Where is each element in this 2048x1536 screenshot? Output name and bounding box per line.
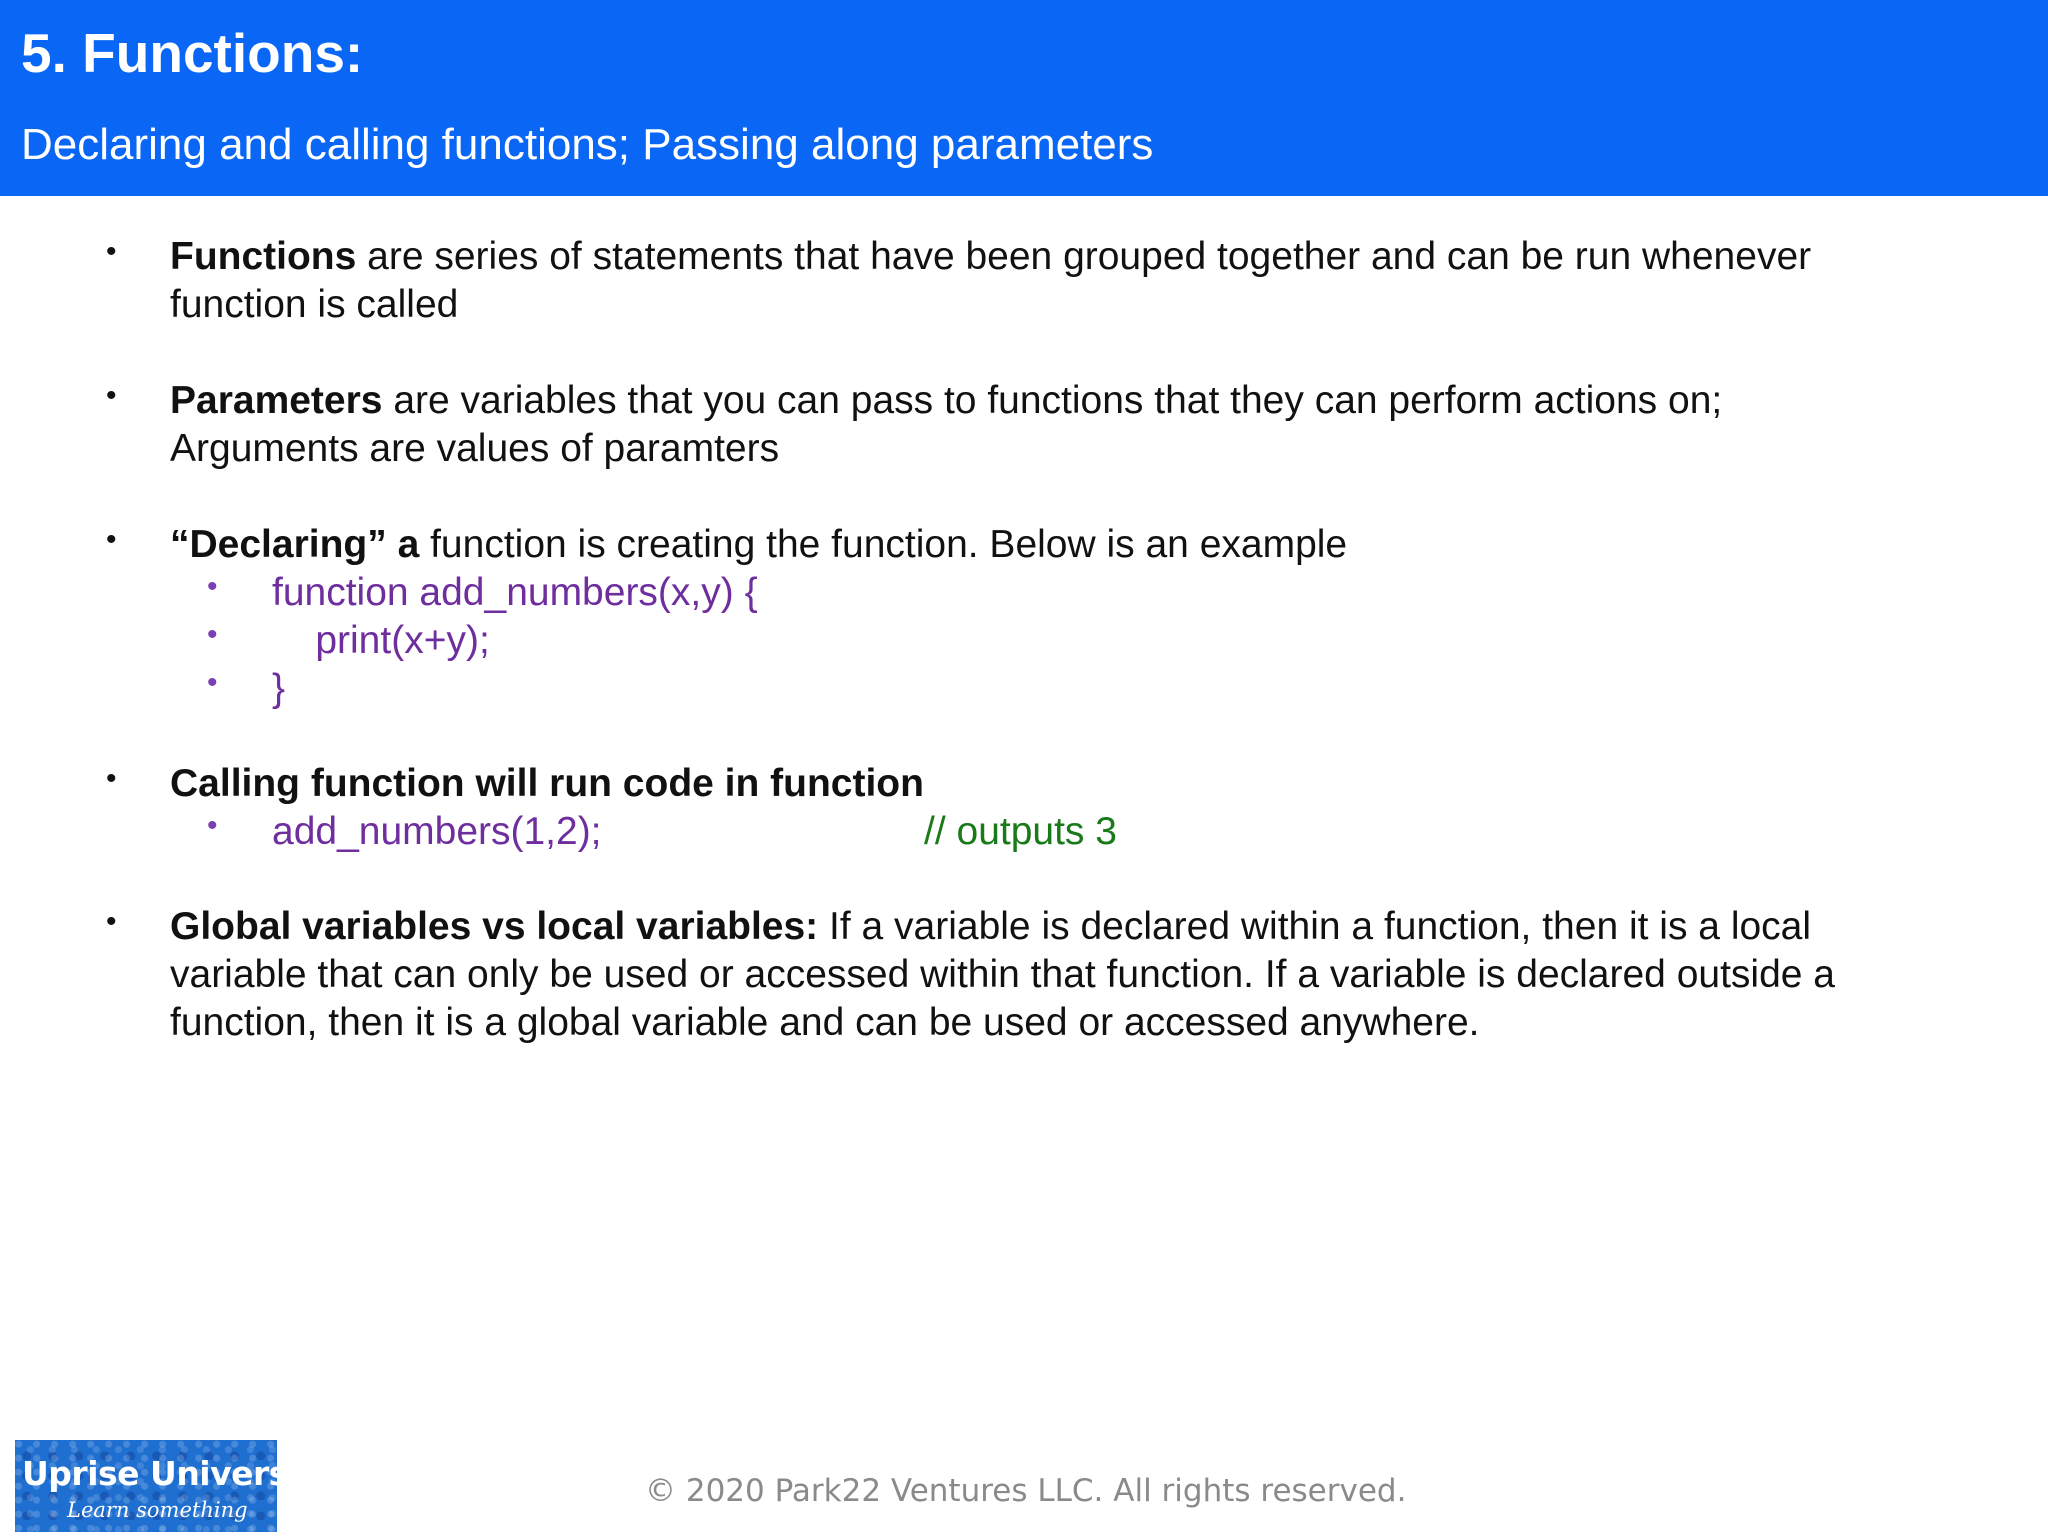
bullet-scope <box>170 903 1890 1047</box>
copyright-footer: © 2020 Park22 Ventures LLC. All rights reserved. <box>645 1473 1407 1509</box>
bullet-marker: • <box>106 235 117 268</box>
bullet-bold: Functions <box>170 235 357 278</box>
code-line: add_numbers(1,2); <box>272 810 602 853</box>
bullet-body: are series of statements that have been grouped together and can be run whenever function is called <box>170 235 1812 326</box>
bullet-body: If a variable is declared within a function, then it is a local variable that can only be used or accessed within that function. If a variable is declared outside a function, then it is a global variable and can be used or accessed anywhere. <box>170 905 1835 1044</box>
slide-header <box>0 0 2048 196</box>
sub-bullet-marker: • <box>207 809 218 842</box>
bullet-body: are variables that you can pass to functions that they can perform actions on; Arguments are values of paramters <box>170 379 1723 470</box>
bullet-bold: “Declaring” a <box>170 523 420 566</box>
bullet-marker: • <box>106 905 117 938</box>
logo-name: Uprise University <box>22 1454 336 1493</box>
slide-title: 5. Functions: <box>21 22 364 84</box>
code-comment: // outputs 3 <box>924 810 1117 853</box>
bullet-bold: Parameters <box>170 379 383 422</box>
slide-subtitle: Declaring and calling functions; Passing along parameters <box>21 120 1154 169</box>
bullet-parameters <box>170 377 1890 473</box>
bullet-functions <box>170 233 1890 329</box>
sub-bullet-marker: • <box>207 618 218 651</box>
uprise-logo <box>15 1440 336 1532</box>
bullet-declaring <box>170 521 1890 569</box>
sub-bullet-marker: • <box>207 570 218 603</box>
bullet-marker: • <box>106 762 117 795</box>
bullet-bold: Global variables vs local variables: <box>170 905 819 948</box>
code-line: } <box>272 667 286 710</box>
bullet-marker: • <box>106 379 117 412</box>
sub-bullet-marker: • <box>207 666 218 699</box>
code-line: function add_numbers(x,y) { <box>272 571 758 614</box>
bullet-body: function is creating the function. Below is an example <box>419 523 1348 566</box>
logo-tagline: Learn something <box>67 1498 248 1522</box>
bullet-bold: Calling function will run code in function <box>170 762 924 805</box>
bullet-marker: • <box>106 523 117 556</box>
code-line: print(x+y); <box>272 619 490 662</box>
bullet-calling <box>170 760 1890 808</box>
